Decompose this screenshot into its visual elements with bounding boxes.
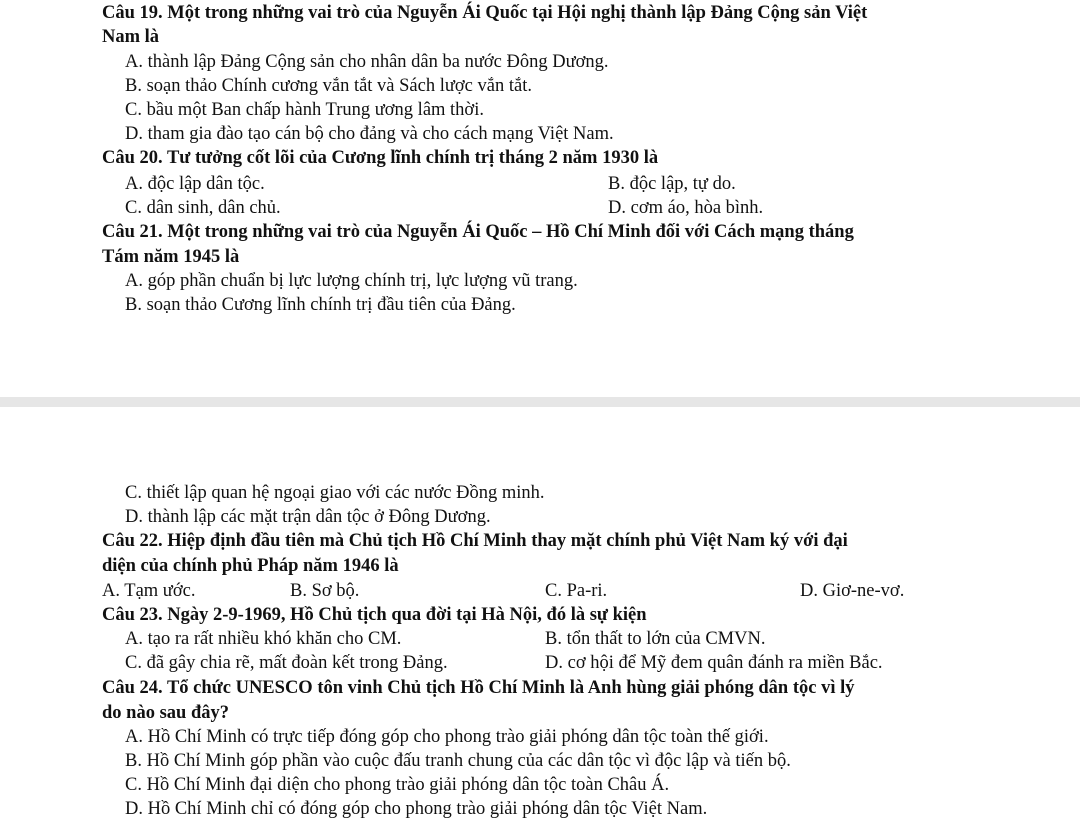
question-19-option-a: A. thành lập Đảng Cộng sản cho nhân dân ba nước Đông Dương.: [125, 52, 609, 72]
question-20-option-a: A. độc lập dân tộc.: [125, 174, 265, 194]
question-24-option-d: D. Hồ Chí Minh chỉ có đóng góp cho phong trào giải phóng dân tộc Việt Nam.: [125, 799, 708, 819]
question-19-option-d: D. tham gia đào tạo cán bộ cho đảng và cho cách mạng Việt Nam.: [125, 124, 614, 144]
question-22-option-c: C. Pa-ri.: [545, 581, 608, 601]
question-20-option-c: C. dân sinh, dân chủ.: [125, 198, 281, 218]
question-21-stem-line-2: Tám năm 1945 là: [102, 247, 240, 267]
question-21-option-a: A. góp phần chuẩn bị lực lượng chính trị, lực lượng vũ trang.: [125, 271, 578, 291]
question-23-option-a: A. tạo ra rất nhiều khó khăn cho CM.: [125, 629, 402, 649]
question-21-stem-line-1: Câu 21. Một trong những vai trò của Nguyễn Ái Quốc – Hồ Chí Minh đối với Cách mạng tháng: [102, 222, 854, 242]
question-20-stem: Câu 20. Tư tưởng cốt lõi của Cương lĩnh chính trị tháng 2 năm 1930 là: [102, 148, 659, 168]
question-22-stem-line-1: Câu 22. Hiệp định đầu tiên mà Chủ tịch Hồ Chí Minh thay mặt chính phủ Việt Nam ký với đại: [102, 531, 848, 551]
question-23-option-b: B. tổn thất to lớn của CMVN.: [545, 629, 766, 649]
question-24-stem-line-2: do nào sau đây?: [102, 703, 229, 723]
question-23-option-c: C. đã gây chia rẽ, mất đoàn kết trong Đảng.: [125, 653, 448, 673]
question-24-option-a: A. Hồ Chí Minh có trực tiếp đóng góp cho phong trào giải phóng dân tộc toàn thế giới.: [125, 727, 769, 747]
question-24-option-c: C. Hồ Chí Minh đại diện cho phong trào giải phóng dân tộc toàn Châu Á.: [125, 775, 670, 795]
question-21-option-d: D. thành lập các mặt trận dân tộc ở Đông Dương.: [125, 507, 491, 527]
question-19-stem-line-1: Câu 19. Một trong những vai trò của Nguyễn Ái Quốc tại Hội nghị thành lập Đảng Cộng sản Việt: [102, 3, 868, 23]
question-20-option-d: D. cơm áo, hòa bình.: [608, 198, 764, 218]
document-page-1: [0, 0, 1080, 397]
question-23-stem: Câu 23. Ngày 2-9-1969, Hồ Chủ tịch qua đời tại Hà Nội, đó là sự kiện: [102, 605, 647, 625]
question-21-option-b: B. soạn thảo Cương lĩnh chính trị đầu tiên của Đảng.: [125, 295, 516, 315]
question-22-option-b: B. Sơ bộ.: [290, 581, 360, 601]
question-19-option-b: B. soạn thảo Chính cương vắn tắt và Sách lược vắn tắt.: [125, 76, 532, 96]
question-24-stem-line-1: Câu 24. Tổ chức UNESCO tôn vinh Chủ tịch Hồ Chí Minh là Anh hùng giải phóng dân tộc vì lý: [102, 678, 855, 698]
question-20-option-b: B. độc lập, tự do.: [608, 174, 736, 194]
question-24-option-b: B. Hồ Chí Minh góp phần vào cuộc đấu tranh chung của các dân tộc vì độc lập và tiến bộ.: [125, 751, 791, 771]
question-19-stem-line-2: Nam là: [102, 27, 160, 47]
question-23-option-d: D. cơ hội để Mỹ đem quân đánh ra miền Bắc.: [545, 653, 883, 673]
page-break-gap: [0, 397, 1080, 407]
question-21-option-c: C. thiết lập quan hệ ngoại giao với các nước Đồng minh.: [125, 483, 545, 503]
document-page-2: [0, 407, 1080, 819]
question-22-option-a: A. Tạm ước.: [102, 581, 196, 601]
question-22-option-d: D. Giơ-ne-vơ.: [800, 581, 905, 601]
question-19-option-c: C. bầu một Ban chấp hành Trung ương lâm thời.: [125, 100, 484, 120]
question-22-stem-line-2: diện của chính phủ Pháp năm 1946 là: [102, 556, 399, 576]
